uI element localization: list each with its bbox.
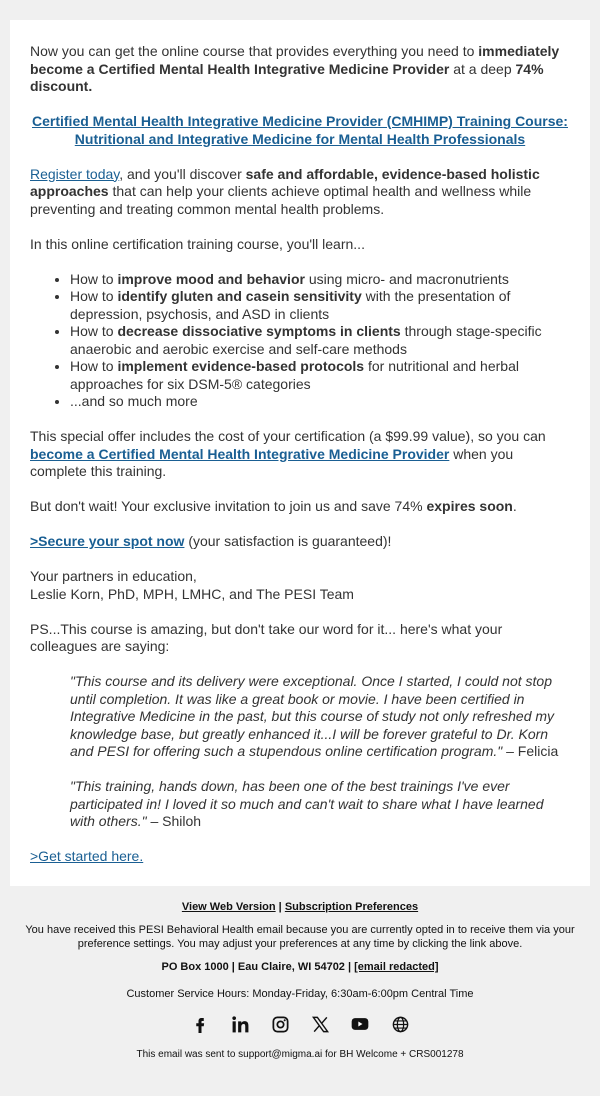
secure-paragraph [30, 533, 570, 551]
address-text: PO Box 1000 | Eau Claire, WI 54702 | [161, 961, 355, 973]
list-item-text: How to [70, 323, 118, 339]
testimonial [30, 673, 570, 761]
testimonial-author: – Felicia [502, 743, 559, 759]
footer-notice: You have received this PESI Behavioral Health email because you are currently opted in to receive them via your preference settings. You may adjust your preferences at any time by clicking the link above. [25, 924, 575, 950]
course-title-link[interactable]: Certified Mental Health Integrative Medicine Provider (CMHIMP) Training Course: Nutritional and Integrative Medicine for Mental Health Professionals [32, 113, 568, 147]
list-item-text: How to [70, 270, 118, 287]
intro-text-2: at a deep [449, 60, 516, 77]
list-item [70, 393, 570, 411]
testimonial-quote: "This training, hands down, has been one of the best trainings I've ever participated in! I loved it so much and can't wait to share what I have learned with others." [70, 778, 544, 829]
register-bold: safe and affordable, evidence-based holistic approaches [30, 165, 540, 199]
list-item-text: ...and so much more [70, 393, 198, 409]
register-paragraph [30, 166, 570, 219]
list-item-text: How to [70, 288, 118, 304]
become-certified-link[interactable]: become a Certified Mental Health Integrative Medicine Provider [30, 445, 450, 462]
sent-to-notice: This email was sent to support@migma.ai for BH Welcome + CRS001278 [136, 1049, 464, 1060]
register-text: , and you'll discover [119, 165, 246, 182]
list-item [70, 271, 570, 289]
footer-links [0, 900, 600, 914]
list-item-bold: improve mood and behavior [117, 270, 305, 287]
list-item [70, 288, 570, 323]
youtube-icon[interactable] [349, 1013, 371, 1035]
list-item-bold: identify gluten and casein sensitivity [117, 288, 362, 304]
footer-separator: | [275, 901, 285, 913]
register-text-2: that can help your clients achieve optimal health and wellness while preventing and treating common mental health problems. [30, 183, 532, 217]
ps-paragraph: PS...This course is amazing, but don't take our word for it... here's what your colleagues are saying: [30, 620, 503, 654]
offer-text-2: when you complete this training. [30, 445, 514, 479]
expires-soon: expires soon [426, 498, 513, 514]
testimonial-author: – Shiloh [146, 813, 202, 829]
offer-paragraph [30, 428, 570, 481]
signoff-line-1: Your partners in education, [30, 568, 197, 584]
get-started-link[interactable]: >Get started here. [30, 848, 144, 864]
testimonial [30, 778, 570, 831]
list-item-text: through stage-specific anaerobic and aerobic exercise and self-care methods [70, 323, 542, 357]
secure-spot-link[interactable]: >Secure your spot now [30, 533, 185, 549]
email-body-card [10, 20, 590, 886]
list-item [70, 358, 570, 393]
wait-text-2: . [512, 498, 517, 514]
list-item-text: for nutritional and herbal approaches for six DSM-5® categories [70, 358, 519, 392]
social-icons [0, 1013, 600, 1035]
intro-discount: 74% discount. [30, 60, 544, 94]
register-today-link[interactable]: Register today [30, 165, 120, 182]
website-globe-icon[interactable] [389, 1013, 411, 1035]
testimonial-quote: "This course and its delivery were exceptional. Once I started, I could not stop until completion. It was like a great book or movie. I have been certified in Integrative Medicine in the past, but this course of study not only refreshed my knowledge base, but greatly enhanced it...I will be forever grateful to Dr. Korn and PESI for offering such a stupendous online certification program." [70, 673, 555, 759]
secure-text: (your satisfaction is guaranteed)! [184, 533, 392, 549]
list-item-text: How to [70, 358, 118, 374]
signoff-line-2: Leslie Korn, PhD, MPH, LMHC, and The PESI Team [30, 585, 354, 602]
intro-bold: immediately become a Certified Mental Health Integrative Medicine Provider [30, 43, 560, 77]
learning-list [30, 271, 570, 411]
x-icon[interactable] [309, 1013, 331, 1035]
email-link[interactable]: [email redacted] [354, 961, 439, 973]
facebook-icon[interactable] [189, 1013, 211, 1035]
list-item-bold: implement evidence-based protocols [117, 358, 365, 374]
view-web-version-link[interactable]: View Web Version [181, 901, 276, 913]
list-item-text: with the presentation of depression, psychosis, and ASD in clients [70, 288, 511, 322]
list-item-bold: decrease dissociative symptoms in clients [117, 323, 401, 339]
linkedin-icon[interactable] [229, 1013, 251, 1035]
email-footer [0, 886, 600, 1096]
service-hours: Customer Service Hours: Monday-Friday, 6:30am-6:00pm Central Time [126, 988, 474, 1000]
list-item [70, 323, 570, 358]
intro-paragraph [30, 43, 570, 96]
instagram-icon[interactable] [269, 1013, 291, 1035]
intro-text: Now you can get the online course that provides everything you need to [30, 43, 479, 59]
wait-text: But don't wait! Your exclusive invitation to join us and save 74% [30, 498, 427, 514]
subscription-preferences-link[interactable]: Subscription Preferences [284, 901, 419, 913]
offer-text: This special offer includes the cost of your certification (a $99.99 value), so you can [30, 428, 546, 444]
list-item-text: using micro- and macronutrients [304, 270, 509, 287]
learn-intro: In this online certification training course, you'll learn... [30, 235, 365, 252]
footer-address [0, 960, 600, 974]
wait-paragraph [30, 498, 570, 516]
